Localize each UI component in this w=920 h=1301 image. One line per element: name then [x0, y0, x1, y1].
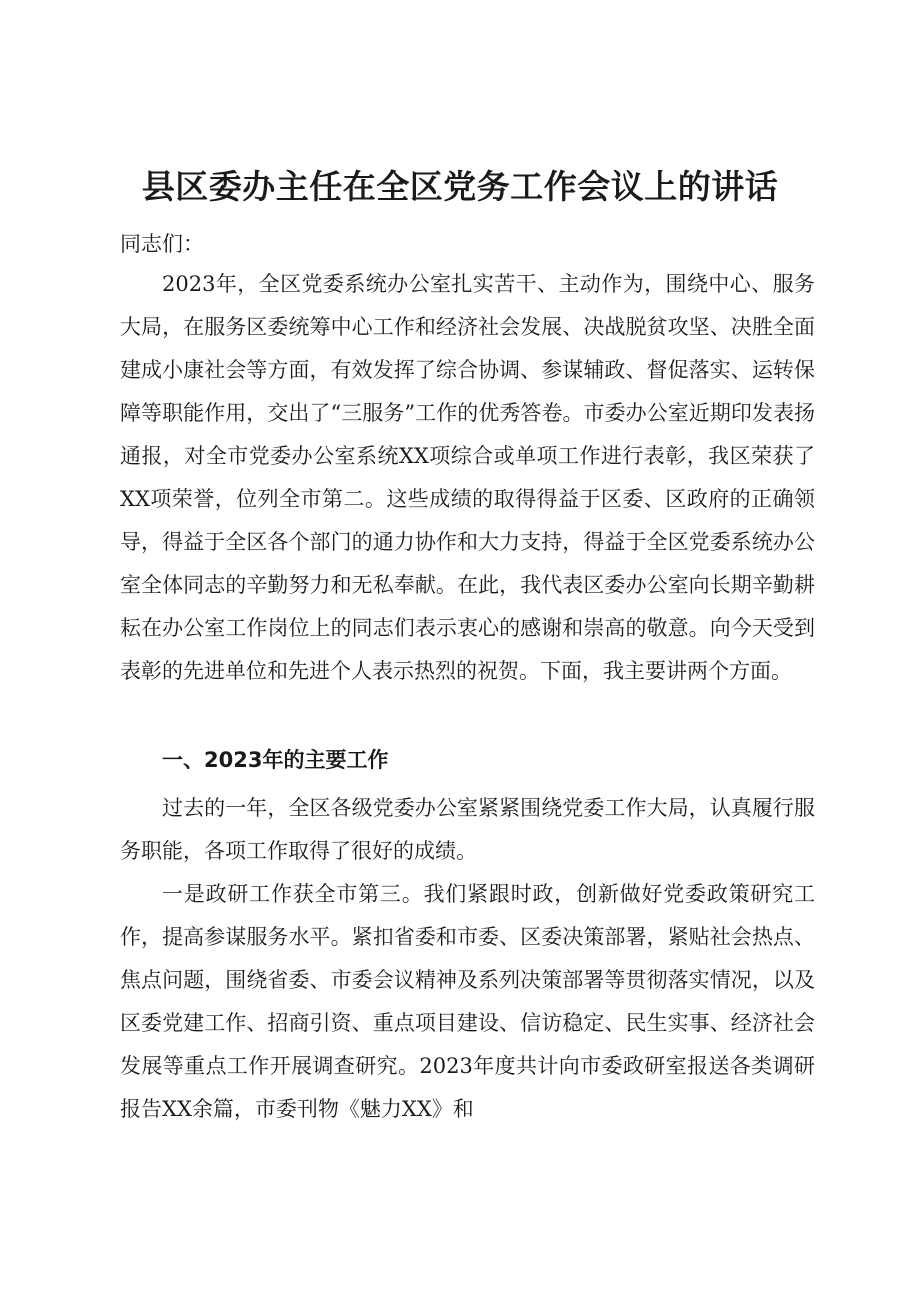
- paragraph-opening: 2023年，全区党委系统办公室扎实苦干、主动作为，围绕中心、服务大局，在服务区委统筹中心工作和经济社会发展、决战脱贫攻坚、决胜全面建成小康社会等方面，有效发挥了综合协调、参谋辅政、督促落实、运转保障等职能作用，交出了“三服务”工作的优秀答卷。市委办公室近期印发表扬通报，对全市党委办公室系统XX项综合或单项工作进行表彰，我区荣获了XX项荣誉，位列全市第二。这些成绩的取得得益于区委、区政府的正确领导，得益于全区各个部门的通力协作和大力支持，得益于全区党委系统办公室全体同志的辛勤努力和无私奉献。在此，我代表区委办公室向长期辛勤耕耘在办公室工作岗位上的同志们表示衷心的感谢和崇高的敬意。向今天受到表彰的先进单位和先进个人表示热烈的祝贺。下面，我主要讲两个方面。: [120, 272, 815, 683]
- document-title: 县区委办主任在全区党务工作会议上的讲话: [141, 167, 779, 206]
- section-heading-main-work: 一、2023年的主要工作: [162, 748, 389, 772]
- paragraph-policy-research: 一是政研工作获全市第三。我们紧跟时政，创新做好党委政策研究工作，提高参谋服务水平。紧扣省委和市委、区委决策部署，紧贴社会热点、焦点问题，围绕省委、市委会议精神及系列决策部署等贯彻落实情况，以及区委党建工作、招商引资、重点项目建设、信访稳定、民生实事、经济社会发展等重点工作开展调查研究。2023年度共计向市委政研室报送各类调研报告XX余篇，市委刊物《魅力XX》和: [120, 882, 815, 1121]
- salutation: 同志们：: [120, 232, 204, 256]
- paragraph-past-year: 过去的一年，全区各级党委办公室紧紧围绕党委工作大局，认真履行服务职能，各项工作取得了很好的成绩。: [120, 796, 815, 863]
